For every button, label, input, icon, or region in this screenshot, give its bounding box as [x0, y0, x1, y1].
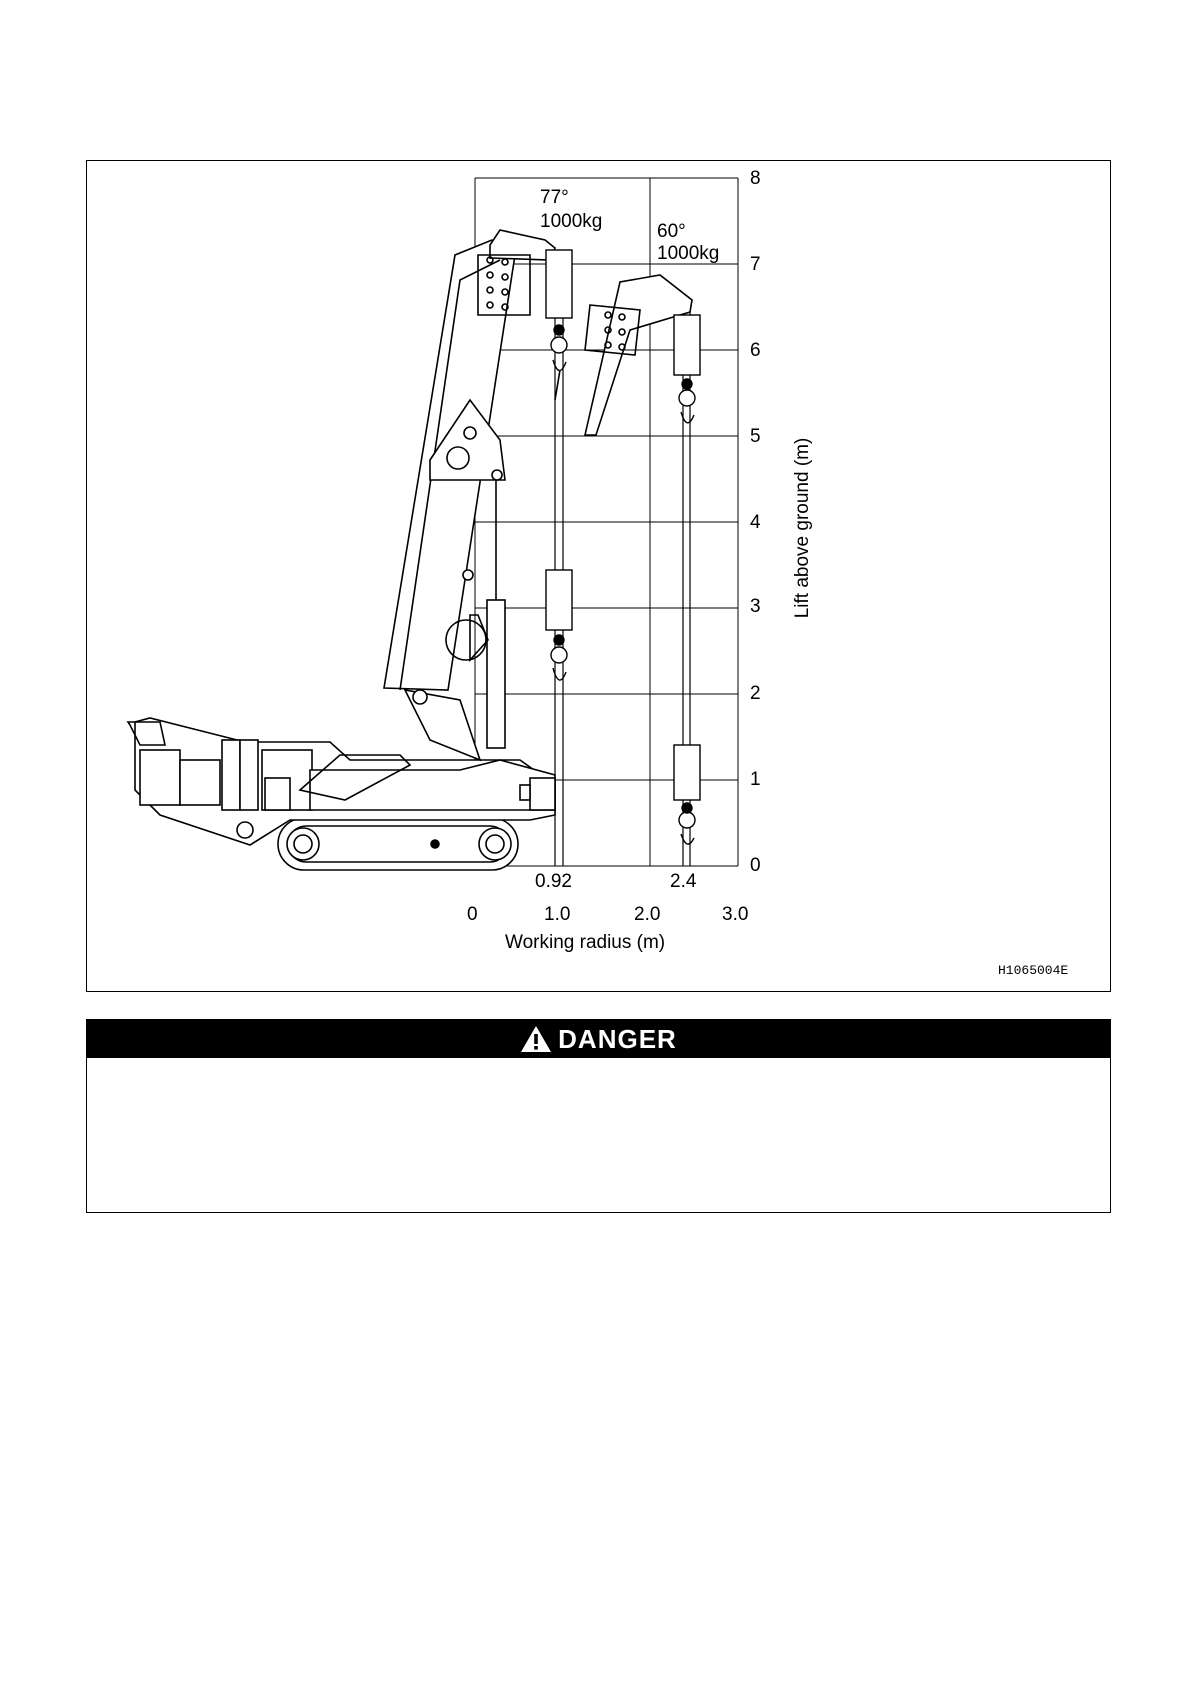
x-tick-3-0: 3.0 — [722, 904, 749, 925]
warning-triangle-icon — [520, 1025, 552, 1053]
crane-body — [128, 230, 692, 870]
y-tick-1: 1 — [750, 769, 761, 790]
config-77-load: 1000kg — [540, 211, 603, 232]
y-axis-label: Lift above ground (m) — [792, 437, 813, 619]
config-60-angle: 60° — [657, 221, 686, 242]
y-tick-6: 6 — [750, 340, 761, 361]
config-60-load: 1000kg — [657, 243, 720, 264]
x-mark-0-92: 0.92 — [535, 871, 572, 892]
y-tick-8: 8 — [750, 168, 761, 189]
y-tick-5: 5 — [750, 426, 761, 447]
x-mark-2-4: 2.4 — [670, 871, 697, 892]
x-axis-label: Working radius (m) — [505, 932, 666, 953]
danger-box — [86, 1019, 1111, 1213]
y-tick-3: 3 — [750, 596, 761, 617]
y-tick-0: 0 — [750, 855, 761, 876]
y-tick-7: 7 — [750, 254, 761, 275]
x-tick-0: 0 — [467, 904, 478, 925]
danger-title: DANGER — [558, 1023, 677, 1054]
y-tick-2: 2 — [750, 683, 761, 704]
config-77-angle: 77° — [540, 187, 569, 208]
x-tick-1-0: 1.0 — [544, 904, 571, 925]
danger-header — [87, 1020, 1110, 1058]
y-tick-4: 4 — [750, 512, 761, 533]
figure-code: H1065004E — [998, 963, 1069, 978]
x-tick-2-0: 2.0 — [634, 904, 661, 925]
